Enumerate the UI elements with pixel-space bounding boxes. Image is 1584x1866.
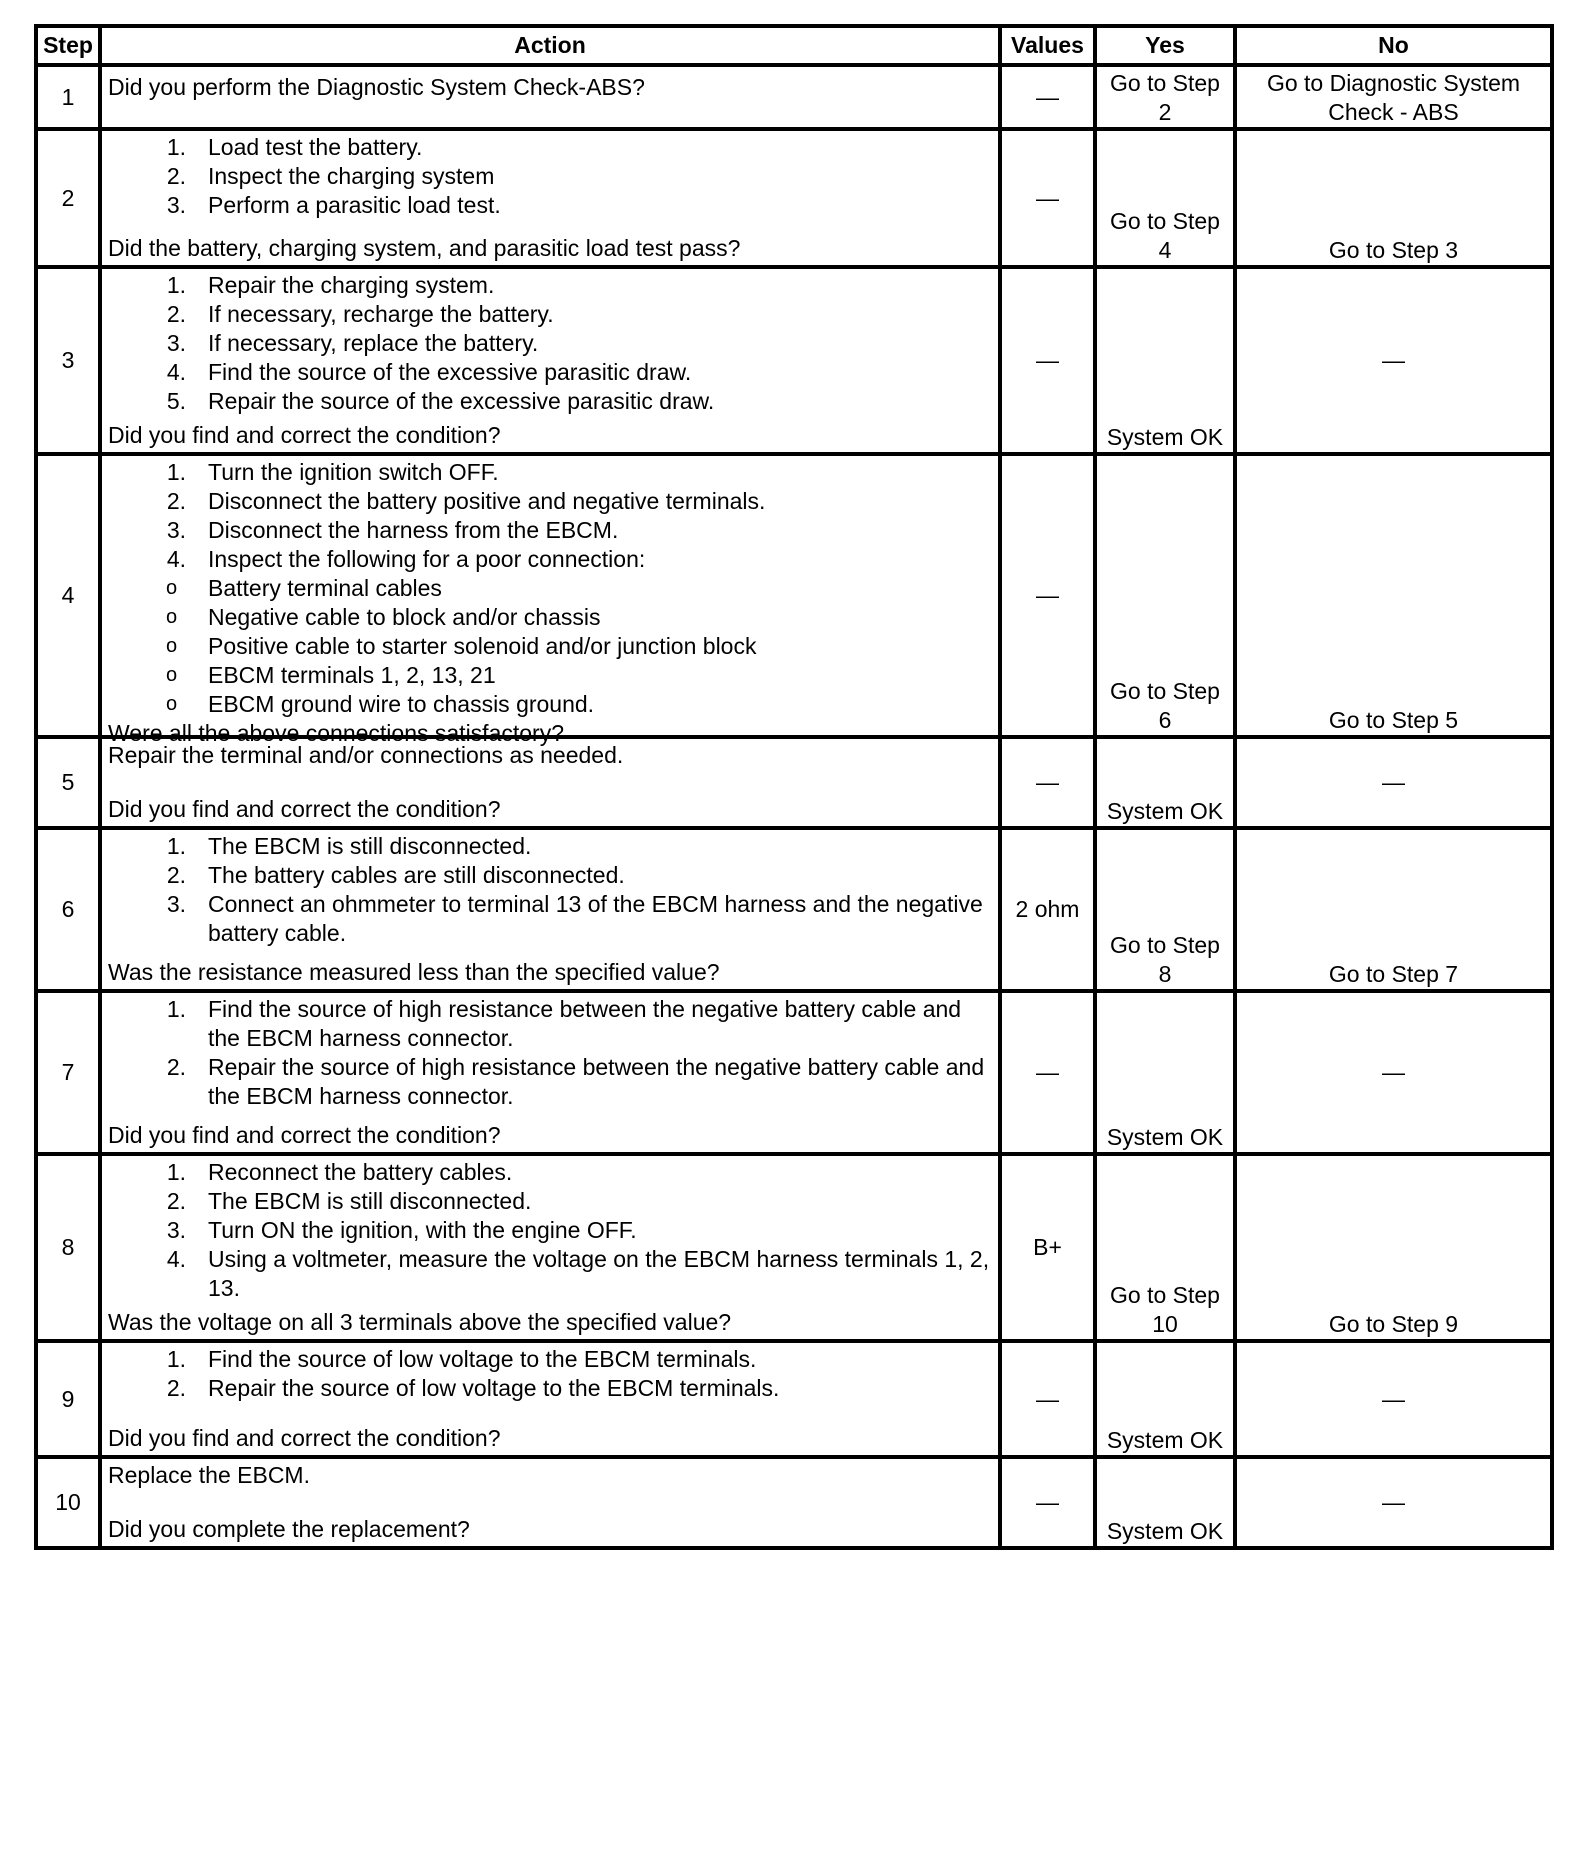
list-item [108,632,992,661]
action-question: Did you find and correct the condition? [108,1122,501,1148]
action-text: Replace the EBCM. [108,1462,310,1488]
list-item [108,890,992,948]
list-item [108,545,992,574]
list-item [108,1345,992,1374]
header-yes: Yes [1095,26,1235,65]
yes-cell: Go to Step 8 [1095,828,1235,991]
list-item [108,1374,992,1403]
action-question: Did you find and correct the condition? [108,422,501,448]
action-question: Were all the above connections satisfactory? [108,720,564,746]
list-item-text: Disconnect the battery positive and negative terminals. [208,488,766,514]
list-number: 3. [166,1217,186,1243]
list-number: 2. [166,301,186,327]
list-item-text: Reconnect the battery cables. [208,1159,513,1185]
list-item [108,1245,992,1303]
action-cell [100,65,1000,129]
list-item [108,387,992,416]
action-cell [100,1154,1000,1341]
table-body [36,65,1552,1548]
header-step: Step [36,26,100,65]
table-row [36,1154,1552,1341]
circle-bullet-icon: o [166,635,178,657]
action-cell [100,991,1000,1154]
list-item [108,690,992,719]
header-action: Action [100,26,1000,65]
step-number: 1 [36,65,100,129]
list-number: 1. [166,996,186,1022]
table-row [36,267,1552,454]
list-item [108,271,992,300]
list-item [108,832,992,861]
list-item [108,661,992,690]
action-text: Repair the terminal and/or connections as needed. [108,742,624,768]
action-steps-list [108,1345,992,1403]
list-number: 1. [166,272,186,298]
values-cell: 2 ohm [1000,828,1095,991]
list-item-text: Repair the source of high resistance between the negative battery cable and the EBCM harness connector. [208,1054,985,1109]
action-cell [100,737,1000,828]
action-cell [100,267,1000,454]
header-row [36,26,1552,65]
list-number: 1. [166,1159,186,1185]
yes-cell: Go to Step 6 [1095,454,1235,737]
list-item [108,300,992,329]
step-number: 3 [36,267,100,454]
table-row [36,828,1552,991]
no-cell: Go to Step 5 [1235,454,1552,737]
action-steps-list [108,1158,992,1303]
list-item [108,516,992,545]
list-item-text: Turn ON the ignition, with the engine OFF. [208,1217,637,1243]
action-steps-list [108,832,992,948]
list-item-text: Negative cable to block and/or chassis [208,604,601,630]
list-number: 2. [166,1375,186,1401]
list-number: 2. [166,488,186,514]
list-item-text: If necessary, replace the battery. [208,330,539,356]
no-cell: — [1235,991,1552,1154]
list-number: 1. [166,134,186,160]
values-cell: — [1000,991,1095,1154]
action-steps-list [108,995,992,1111]
no-cell: Go to Diagnostic System Check - ABS [1235,65,1552,129]
values-cell: — [1000,267,1095,454]
values-cell: — [1000,65,1095,129]
list-number: 2. [166,862,186,888]
list-item [108,1216,992,1245]
table-row [36,1341,1552,1457]
step-number: 4 [36,454,100,737]
step-number: 10 [36,1457,100,1548]
list-number: 2. [166,1054,186,1080]
diagnostic-table [34,24,1554,1550]
list-number: 2. [166,163,186,189]
list-item-text: EBCM terminals 1, 2, 13, 21 [208,662,496,688]
list-number: 4. [166,359,186,385]
list-number: 3. [166,891,186,917]
list-number: 2. [166,1188,186,1214]
step-number: 6 [36,828,100,991]
action-question: Did the battery, charging system, and parasitic load test pass? [108,235,741,261]
list-item-text: Repair the charging system. [208,272,495,298]
list-item-text: Repair the source of low voltage to the EBCM terminals. [208,1375,780,1401]
no-cell: Go to Step 7 [1235,828,1552,991]
yes-cell: Go to Step 10 [1095,1154,1235,1341]
step-number: 7 [36,991,100,1154]
list-item [108,1158,992,1187]
list-item-text: Using a voltmeter, measure the voltage on the EBCM harness terminals 1, 2, 13. [208,1246,990,1301]
table-row [36,991,1552,1154]
list-item-text: Battery terminal cables [208,575,442,601]
list-item-text: Connect an ohmmeter to terminal 13 of the EBCM harness and the negative battery cable. [208,891,983,946]
values-cell: — [1000,129,1095,267]
list-item-text: The EBCM is still disconnected. [208,1188,532,1214]
values-cell: — [1000,737,1095,828]
list-item-text: If necessary, recharge the battery. [208,301,554,327]
list-item-text: Turn the ignition switch OFF. [208,459,499,485]
no-cell: Go to Step 9 [1235,1154,1552,1341]
yes-cell: System OK [1095,1457,1235,1548]
circle-bullet-icon: o [166,693,178,715]
action-cell [100,129,1000,267]
yes-cell: System OK [1095,991,1235,1154]
list-number: 3. [166,517,186,543]
no-cell: Go to Step 3 [1235,129,1552,267]
action-cell [100,1457,1000,1548]
values-cell: — [1000,1341,1095,1457]
no-cell: — [1235,1457,1552,1548]
no-cell: — [1235,737,1552,828]
list-item-text: Repair the source of the excessive parasitic draw. [208,388,715,414]
list-item [108,995,992,1053]
table-row [36,737,1552,828]
action-question: Did you find and correct the condition? [108,1425,501,1451]
list-item [108,329,992,358]
step-number: 5 [36,737,100,828]
action-cell [100,454,1000,746]
list-number: 1. [166,459,186,485]
values-cell: B+ [1000,1154,1095,1341]
list-item [108,487,992,516]
list-item-text: Inspect the charging system [208,163,495,189]
list-item-text: The battery cables are still disconnected. [208,862,625,888]
list-item [108,133,992,162]
list-item [108,861,992,890]
yes-cell: System OK [1095,737,1235,828]
list-item [108,574,992,603]
header-no: No [1235,26,1552,65]
action-question: Was the resistance measured less than the specified value? [108,959,720,985]
circle-bullet-icon: o [166,606,178,628]
action-text: Did you perform the Diagnostic System Check-ABS? [108,73,645,100]
action-cell [100,828,1000,991]
yes-cell: System OK [1095,267,1235,454]
list-number: 3. [166,192,186,218]
list-item-text: Find the source of high resistance between the negative battery cable and the EBCM harness connector. [208,996,962,1051]
list-item [108,1187,992,1216]
list-item [108,191,992,220]
list-number: 4. [166,546,186,572]
list-item-text: The EBCM is still disconnected. [208,833,532,859]
yes-cell: Go to Step 4 [1095,129,1235,267]
no-cell: — [1235,267,1552,454]
list-number: 1. [166,1346,186,1372]
action-question: Did you find and correct the condition? [108,796,501,822]
yes-cell: Go to Step 2 [1095,65,1235,129]
list-item-text: Load test the battery. [208,134,423,160]
action-steps-list [108,271,992,416]
connection-checklist [108,574,992,719]
list-item [108,603,992,632]
list-number: 1. [166,833,186,859]
list-number: 4. [166,1246,186,1272]
step-number: 9 [36,1341,100,1457]
table-row [36,129,1552,267]
header-values: Values [1000,26,1095,65]
yes-cell: System OK [1095,1341,1235,1457]
action-steps-list [108,133,992,220]
list-item-text: Positive cable to starter solenoid and/or junction block [208,633,757,659]
table-row [36,1457,1552,1548]
list-item [108,358,992,387]
list-number: 3. [166,330,186,356]
action-question: Was the voltage on all 3 terminals above the specified value? [108,1309,732,1335]
list-item-text: Perform a parasitic load test. [208,192,501,218]
step-number: 8 [36,1154,100,1341]
action-cell [100,1341,1000,1457]
no-cell: — [1235,1341,1552,1457]
circle-bullet-icon: o [166,664,178,686]
step-number: 2 [36,129,100,267]
circle-bullet-icon: o [166,577,178,599]
list-item-text: Find the source of low voltage to the EBCM terminals. [208,1346,757,1372]
list-item [108,162,992,191]
list-item-text: Find the source of the excessive parasitic draw. [208,359,692,385]
action-steps-list [108,458,992,574]
list-item [108,1053,992,1111]
list-item [108,458,992,487]
table-row [36,65,1552,129]
values-cell: — [1000,1457,1095,1548]
list-item-text: Disconnect the harness from the EBCM. [208,517,619,543]
table-row [36,454,1552,737]
values-cell: — [1000,454,1095,737]
list-number: 5. [166,388,186,414]
list-item-text: EBCM ground wire to chassis ground. [208,691,595,717]
action-question: Did you complete the replacement? [108,1516,470,1542]
list-item-text: Inspect the following for a poor connection: [208,546,646,572]
